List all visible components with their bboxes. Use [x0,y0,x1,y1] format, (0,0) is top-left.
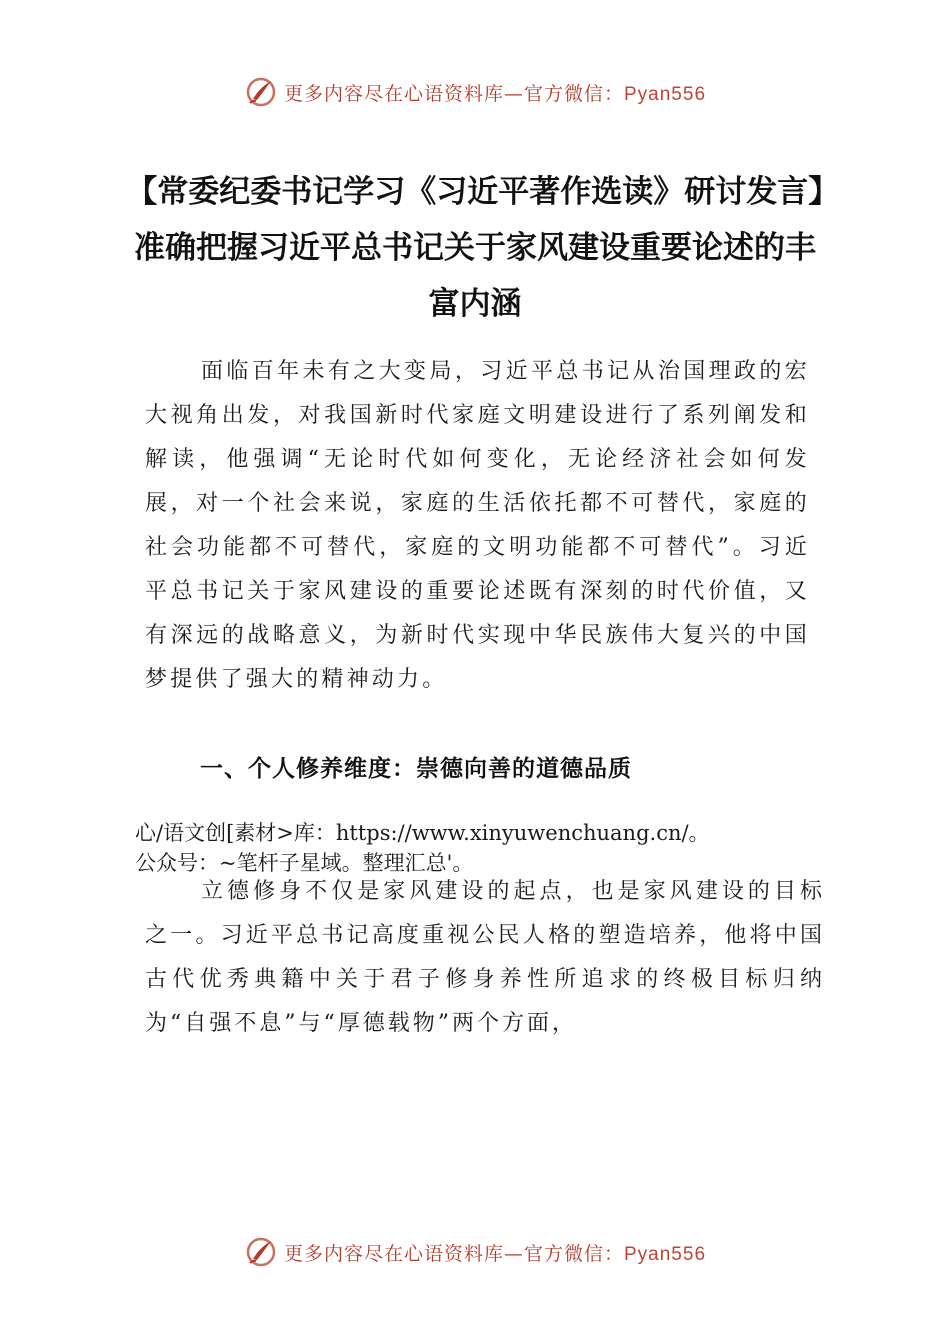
banner-slogan: 更多内容尽在心语资料库—官方微信： [283,82,624,105]
header-banner [0,70,950,114]
banner-text [284,79,706,106]
source-note [135,818,835,878]
brush-logo-icon [244,75,278,109]
banner-text [284,1239,706,1266]
banner-wechat-id: Pyan556 [624,83,707,105]
brush-logo-icon [244,1235,278,1269]
source-line-2: 公众号：~笔杆子星域。整理汇总'。 [135,851,474,875]
banner-wechat-id: Pyan556 [624,1243,707,1265]
body-paragraph-2: 立德修身不仅是家风建设的起点，也是家风建设的目标之一。习近平总书记高度重视公民人格的塑造培养，他将中国古代优秀典籍中关于君子修身养性所追求的终极目标归纳为“自强不息”与“厚德载物”两个方面， [145,879,825,1036]
document-title: 【常委纪委书记学习《习近平著作选读》研讨发言】准确把握习近平总书记关于家风建设重要论述的丰富内涵 [126,174,824,322]
banner-slogan: 更多内容尽在心语资料库—官方微信： [283,1242,624,1265]
source-line-1: 心/语文创[素材>库：https://www.xinyuwenchuang.cn/。 [135,821,710,845]
body-paragraph-1: 面临百年未有之大变局，习近平总书记从治国理政的宏大视角出发，对我国新时代家庭文明建设进行了系列阐发和解读，他强调“无论时代如何变化，无论经济社会如何发展，对一个社会来说，家庭的生活依托都不可替代，家庭的社会功能都不可替代，家庭的文明功能都不可替代”。习近平总书记关于家风建设的重要论述既有深刻的时代价值，又有深远的战略意义，为新时代实现中华民族伟大复兴的中国梦提供了强大的精神动力。 [145,359,810,692]
section-heading-1: 一、个人修养维度：崇德向善的道德品质 [200,756,632,782]
footer-banner [0,1230,950,1274]
